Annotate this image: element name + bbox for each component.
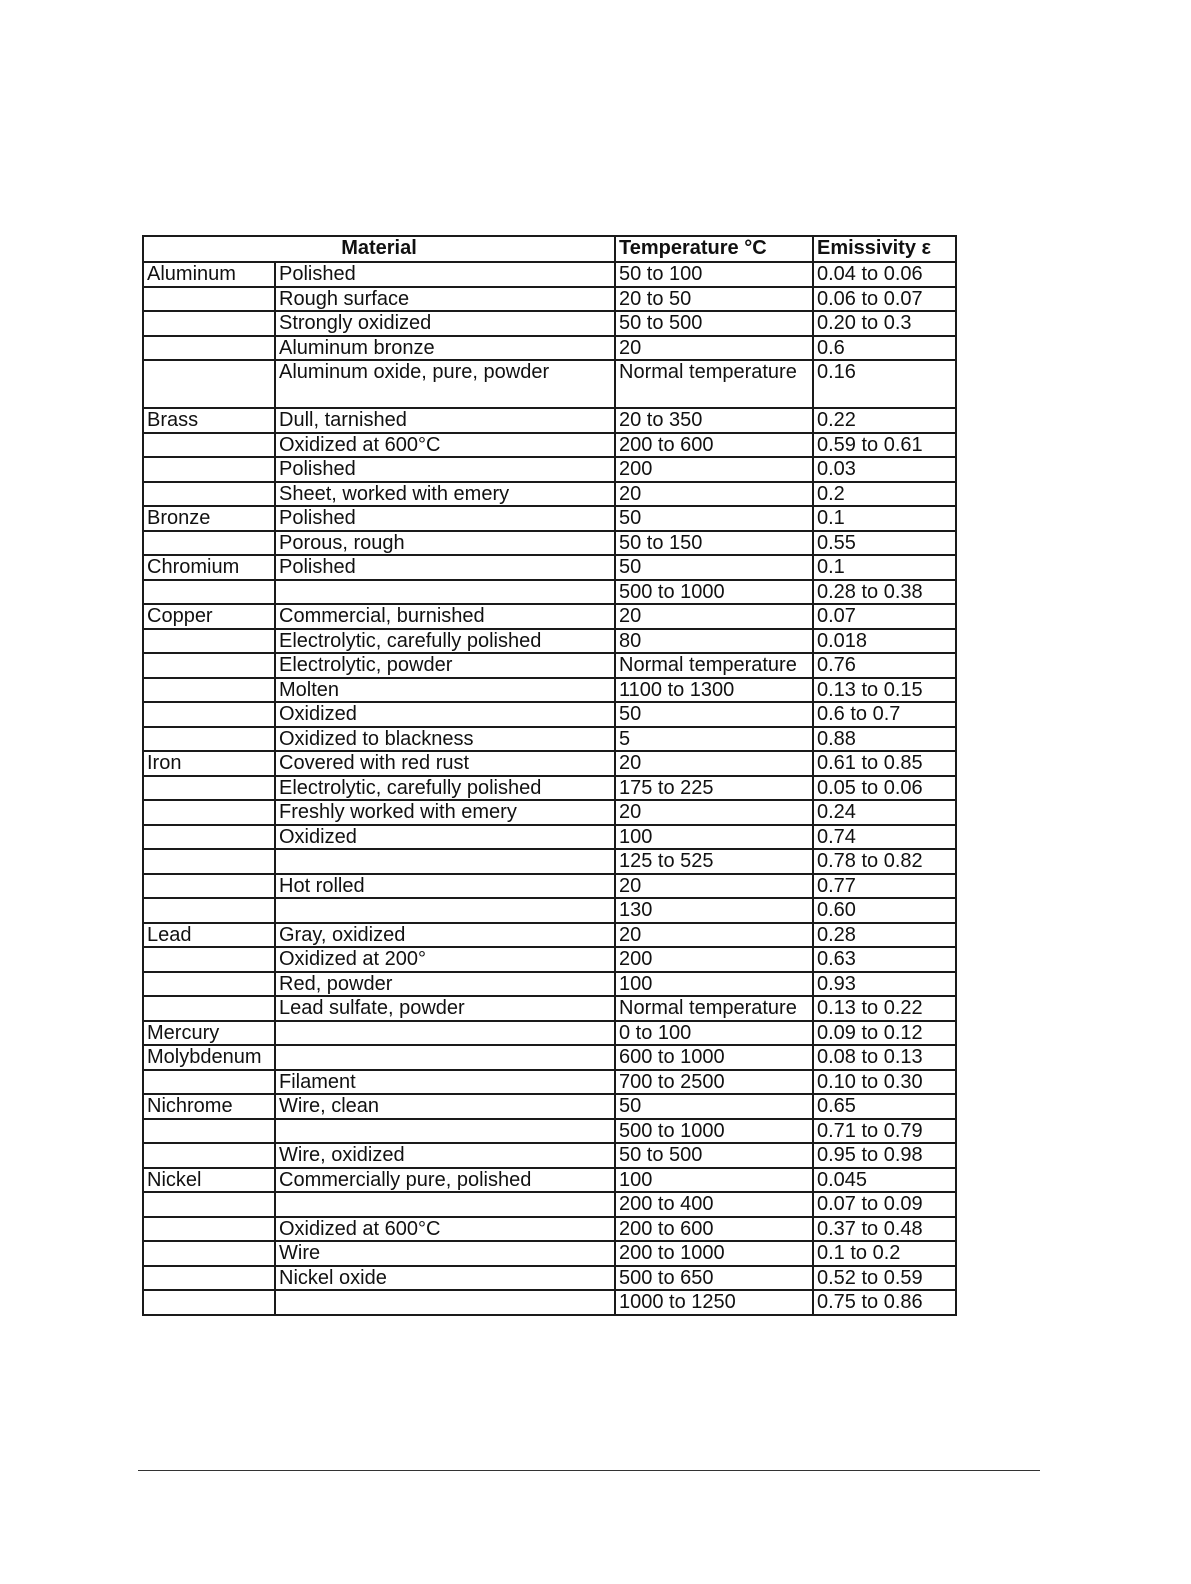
cell-emissivity: 0.1 to 0.2 [813, 1241, 956, 1266]
cell-emissivity: 0.93 [813, 972, 956, 997]
cell-emissivity: 0.22 [813, 408, 956, 433]
cell-emissivity: 0.10 to 0.30 [813, 1070, 956, 1095]
cell-material [143, 1266, 275, 1291]
cell-condition: Filament [275, 1070, 615, 1095]
cell-material: Mercury [143, 1021, 275, 1046]
table-row [143, 1266, 956, 1291]
cell-material [143, 482, 275, 507]
cell-material [143, 1070, 275, 1095]
cell-emissivity: 0.09 to 0.12 [813, 1021, 956, 1046]
cell-condition: Oxidized at 600°C [275, 1217, 615, 1242]
cell-temperature: 100 [615, 825, 813, 850]
table-row [143, 702, 956, 727]
cell-condition: Freshly worked with emery [275, 800, 615, 825]
cell-temperature: 50 to 150 [615, 531, 813, 556]
cell-emissivity: 0.75 to 0.86 [813, 1290, 956, 1315]
table-row [143, 408, 956, 433]
cell-material [143, 1143, 275, 1168]
cell-emissivity: 0.28 [813, 923, 956, 948]
cell-temperature: 500 to 1000 [615, 1119, 813, 1144]
cell-material [143, 702, 275, 727]
table-row [143, 604, 956, 629]
table-row [143, 311, 956, 336]
cell-material: Bronze [143, 506, 275, 531]
table-row [143, 1119, 956, 1144]
cell-temperature: 100 [615, 972, 813, 997]
table-row [143, 898, 956, 923]
header-material: Material [143, 236, 615, 262]
table-row [143, 923, 956, 948]
cell-condition: Oxidized to blackness [275, 727, 615, 752]
cell-temperature: 20 [615, 751, 813, 776]
cell-emissivity: 0.78 to 0.82 [813, 849, 956, 874]
table-row [143, 336, 956, 361]
cell-condition [275, 1192, 615, 1217]
table-row [143, 1217, 956, 1242]
cell-condition: Aluminum bronze [275, 336, 615, 361]
cell-emissivity: 0.03 [813, 457, 956, 482]
cell-material [143, 336, 275, 361]
cell-material [143, 433, 275, 458]
cell-condition: Nickel oxide [275, 1266, 615, 1291]
cell-temperature: 1100 to 1300 [615, 678, 813, 703]
cell-emissivity: 0.52 to 0.59 [813, 1266, 956, 1291]
cell-material [143, 653, 275, 678]
cell-material [143, 947, 275, 972]
cell-temperature: 50 to 500 [615, 311, 813, 336]
cell-material [143, 629, 275, 654]
cell-emissivity: 0.04 to 0.06 [813, 262, 956, 287]
table-row [143, 457, 956, 482]
cell-emissivity: 0.37 to 0.48 [813, 1217, 956, 1242]
cell-condition [275, 580, 615, 605]
header-temperature: Temperature °C [615, 236, 813, 262]
cell-emissivity: 0.018 [813, 629, 956, 654]
cell-temperature: 200 to 600 [615, 1217, 813, 1242]
cell-temperature: 500 to 1000 [615, 580, 813, 605]
table-row [143, 849, 956, 874]
table-body [143, 262, 956, 1315]
cell-emissivity: 0.28 to 0.38 [813, 580, 956, 605]
cell-temperature: 20 [615, 800, 813, 825]
cell-material [143, 825, 275, 850]
table-row [143, 776, 956, 801]
cell-condition: Oxidized at 200° [275, 947, 615, 972]
cell-condition: Oxidized at 600°C [275, 433, 615, 458]
cell-condition: Red, powder [275, 972, 615, 997]
cell-material [143, 727, 275, 752]
table-row [143, 482, 956, 507]
cell-condition: Strongly oxidized [275, 311, 615, 336]
table-row [143, 580, 956, 605]
table-row [143, 751, 956, 776]
cell-temperature: 50 [615, 506, 813, 531]
cell-material: Lead [143, 923, 275, 948]
cell-emissivity: 0.05 to 0.06 [813, 776, 956, 801]
emissivity-table [142, 235, 957, 1316]
cell-temperature: 200 [615, 947, 813, 972]
cell-temperature: 200 [615, 457, 813, 482]
table-row [143, 1094, 956, 1119]
table-row [143, 996, 956, 1021]
cell-condition: Wire, oxidized [275, 1143, 615, 1168]
cell-emissivity: 0.63 [813, 947, 956, 972]
cell-emissivity: 0.1 [813, 506, 956, 531]
table-row [143, 800, 956, 825]
table-row [143, 727, 956, 752]
cell-condition: Oxidized [275, 825, 615, 850]
cell-condition: Covered with red rust [275, 751, 615, 776]
table-row [143, 1168, 956, 1193]
footer-rule [138, 1470, 1040, 1471]
cell-temperature: Normal temperature [615, 653, 813, 678]
cell-temperature: 200 to 1000 [615, 1241, 813, 1266]
cell-material [143, 1217, 275, 1242]
table-row [143, 555, 956, 580]
cell-temperature: 20 to 50 [615, 287, 813, 312]
cell-condition: Polished [275, 555, 615, 580]
cell-emissivity: 0.76 [813, 653, 956, 678]
cell-condition: Aluminum oxide, pure, powder [275, 360, 615, 408]
table-row [143, 1021, 956, 1046]
cell-condition [275, 1021, 615, 1046]
cell-material [143, 849, 275, 874]
table-row [143, 874, 956, 899]
cell-condition [275, 898, 615, 923]
cell-emissivity: 0.07 [813, 604, 956, 629]
cell-material [143, 287, 275, 312]
cell-temperature: 20 [615, 336, 813, 361]
cell-emissivity: 0.08 to 0.13 [813, 1045, 956, 1070]
cell-condition: Wire, clean [275, 1094, 615, 1119]
cell-condition [275, 849, 615, 874]
table-row [143, 1143, 956, 1168]
cell-emissivity: 0.61 to 0.85 [813, 751, 956, 776]
cell-condition: Commercially pure, polished [275, 1168, 615, 1193]
cell-condition: Electrolytic, carefully polished [275, 629, 615, 654]
table-row [143, 1192, 956, 1217]
cell-condition [275, 1045, 615, 1070]
cell-condition: Hot rolled [275, 874, 615, 899]
table-row [143, 506, 956, 531]
cell-emissivity: 0.24 [813, 800, 956, 825]
cell-emissivity: 0.16 [813, 360, 956, 408]
cell-material [143, 776, 275, 801]
cell-temperature: 125 to 525 [615, 849, 813, 874]
cell-material: Iron [143, 751, 275, 776]
cell-emissivity: 0.07 to 0.09 [813, 1192, 956, 1217]
cell-emissivity: 0.06 to 0.07 [813, 287, 956, 312]
table-row [143, 360, 956, 408]
cell-condition [275, 1119, 615, 1144]
cell-emissivity: 0.59 to 0.61 [813, 433, 956, 458]
cell-condition [275, 1290, 615, 1315]
table-row [143, 1290, 956, 1315]
table-row [143, 972, 956, 997]
cell-condition: Polished [275, 262, 615, 287]
cell-condition: Gray, oxidized [275, 923, 615, 948]
cell-temperature: 50 to 500 [615, 1143, 813, 1168]
cell-material [143, 311, 275, 336]
cell-material [143, 580, 275, 605]
cell-emissivity: 0.55 [813, 531, 956, 556]
cell-temperature: 200 to 600 [615, 433, 813, 458]
cell-emissivity: 0.2 [813, 482, 956, 507]
cell-emissivity: 0.6 to 0.7 [813, 702, 956, 727]
cell-emissivity: 0.88 [813, 727, 956, 752]
cell-material: Molybdenum [143, 1045, 275, 1070]
cell-condition: Dull, tarnished [275, 408, 615, 433]
cell-condition: Polished [275, 506, 615, 531]
table-row [143, 531, 956, 556]
cell-temperature: 100 [615, 1168, 813, 1193]
cell-emissivity: 0.77 [813, 874, 956, 899]
cell-material: Nichrome [143, 1094, 275, 1119]
table-row [143, 262, 956, 287]
cell-material [143, 800, 275, 825]
cell-material [143, 1119, 275, 1144]
table-row [143, 287, 956, 312]
header-emissivity: Emissivity ε [813, 236, 956, 262]
cell-temperature: 50 [615, 702, 813, 727]
cell-emissivity: 0.045 [813, 1168, 956, 1193]
cell-material [143, 972, 275, 997]
cell-emissivity: 0.95 to 0.98 [813, 1143, 956, 1168]
cell-material [143, 457, 275, 482]
cell-condition: Lead sulfate, powder [275, 996, 615, 1021]
table-row [143, 1045, 956, 1070]
cell-temperature: 130 [615, 898, 813, 923]
cell-temperature: 1000 to 1250 [615, 1290, 813, 1315]
cell-condition: Rough surface [275, 287, 615, 312]
table-row [143, 1241, 956, 1266]
cell-temperature: 20 [615, 482, 813, 507]
table-row [143, 653, 956, 678]
cell-temperature: 20 [615, 923, 813, 948]
cell-material: Copper [143, 604, 275, 629]
cell-temperature: 50 [615, 1094, 813, 1119]
cell-material [143, 360, 275, 408]
emissivity-table-container [142, 235, 957, 1316]
table-row [143, 947, 956, 972]
cell-temperature: 50 to 100 [615, 262, 813, 287]
cell-temperature: 5 [615, 727, 813, 752]
cell-emissivity: 0.74 [813, 825, 956, 850]
table-row [143, 1070, 956, 1095]
table-row [143, 629, 956, 654]
cell-condition: Electrolytic, carefully polished [275, 776, 615, 801]
table-header-row [143, 236, 956, 262]
cell-material: Brass [143, 408, 275, 433]
cell-temperature: 50 [615, 555, 813, 580]
table-row [143, 825, 956, 850]
cell-temperature: 20 to 350 [615, 408, 813, 433]
cell-material [143, 1241, 275, 1266]
cell-material [143, 1290, 275, 1315]
cell-condition: Polished [275, 457, 615, 482]
cell-temperature: 700 to 2500 [615, 1070, 813, 1095]
cell-material [143, 996, 275, 1021]
cell-material [143, 874, 275, 899]
cell-temperature: 0 to 100 [615, 1021, 813, 1046]
cell-material: Aluminum [143, 262, 275, 287]
cell-temperature: 200 to 400 [615, 1192, 813, 1217]
cell-condition: Electrolytic, powder [275, 653, 615, 678]
cell-condition: Wire [275, 1241, 615, 1266]
cell-emissivity: 0.1 [813, 555, 956, 580]
cell-material: Nickel [143, 1168, 275, 1193]
cell-material [143, 898, 275, 923]
cell-emissivity: 0.13 to 0.15 [813, 678, 956, 703]
cell-temperature: 500 to 650 [615, 1266, 813, 1291]
cell-temperature: Normal temperature [615, 360, 813, 408]
cell-emissivity: 0.65 [813, 1094, 956, 1119]
cell-material [143, 1192, 275, 1217]
cell-material: Chromium [143, 555, 275, 580]
cell-condition: Oxidized [275, 702, 615, 727]
cell-condition: Commercial, burnished [275, 604, 615, 629]
cell-emissivity: 0.60 [813, 898, 956, 923]
table-row [143, 678, 956, 703]
cell-emissivity: 0.13 to 0.22 [813, 996, 956, 1021]
cell-material [143, 678, 275, 703]
cell-condition: Sheet, worked with emery [275, 482, 615, 507]
cell-material [143, 531, 275, 556]
table-row [143, 433, 956, 458]
cell-condition: Porous, rough [275, 531, 615, 556]
cell-temperature: 20 [615, 604, 813, 629]
cell-temperature: 80 [615, 629, 813, 654]
cell-emissivity: 0.20 to 0.3 [813, 311, 956, 336]
cell-condition: Molten [275, 678, 615, 703]
cell-temperature: 20 [615, 874, 813, 899]
cell-temperature: 600 to 1000 [615, 1045, 813, 1070]
cell-emissivity: 0.71 to 0.79 [813, 1119, 956, 1144]
cell-emissivity: 0.6 [813, 336, 956, 361]
cell-temperature: 175 to 225 [615, 776, 813, 801]
cell-temperature: Normal temperature [615, 996, 813, 1021]
